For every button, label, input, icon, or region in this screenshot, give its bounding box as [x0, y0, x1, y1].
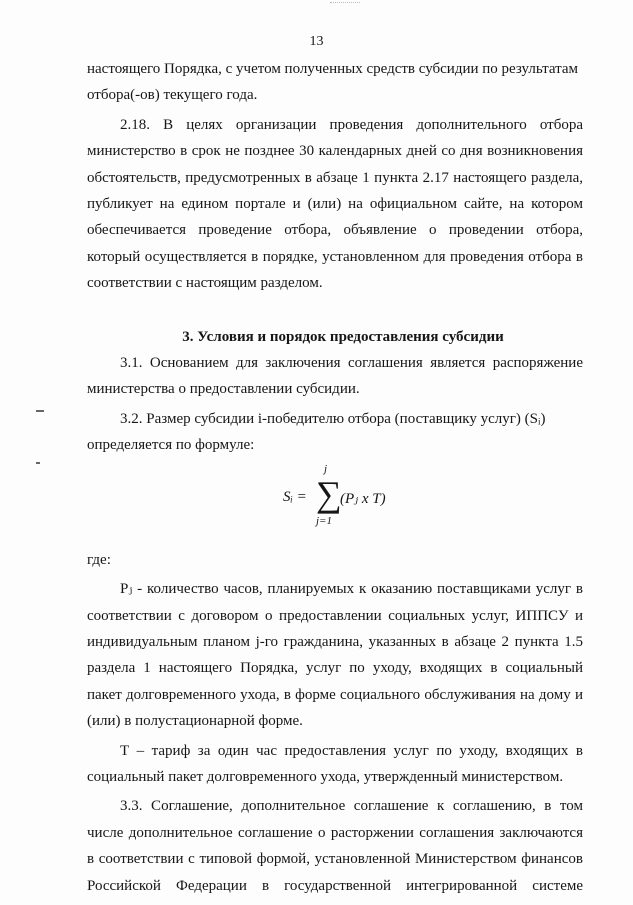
- margin-mark: [36, 410, 44, 412]
- definition-t: Т – тариф за один час предоставления услуг по уходу, входящих в социальный пакет долговременного ухода, утвержденный министерством.: [87, 742, 583, 785]
- sigma-symbol: ∑: [316, 473, 342, 514]
- page-number: 13: [309, 34, 324, 49]
- paragraph-continuation-line: настоящего Порядка, с учетом полученных средств субсидии по результатам: [87, 61, 578, 77]
- paragraph-3-1: 3.1. Основанием для заключения соглашения является распоряжение министерства о предоставлении субсидии.: [87, 355, 583, 398]
- formula-upper-limit: j: [324, 462, 328, 475]
- paragraph-3-2-line-2: определяется по формуле:: [87, 437, 255, 454]
- scan-specks: [330, 2, 360, 7]
- formula-lower-limit: j=1: [316, 514, 332, 527]
- paragraph-3-2-line-1: 3.2. Размер субсидии i-победителю отбора (поставщику услуг) (Sᵢ): [120, 410, 546, 427]
- paragraph-continuation-line: отбора(-ов) текущего года.: [87, 87, 258, 104]
- formula-block: [87, 459, 583, 535]
- paragraph-2-18: 2.18. В целях организации проведения дополнительного отбора министерство в срок не позднее 30 календарных дней со дня возникновения обстоятельств, предусмотренных в абзаце 1 пункта 2.17 настоящего раздела, публикует на едином портале и (или) на официальном сайте, на котором обеспечивается проведение отбора, объявление о проведении отбора, который осуществляется в порядке, установленном для проведения отбора в соответствии с настоящим разделом.: [87, 116, 583, 292]
- document-body: [87, 56, 583, 899]
- subsidy-formula: [283, 463, 423, 535]
- definition-pj: Pⱼ - количество часов, планируемых к оказанию поставщиками услуг в соответствии с договором о предоставлении социальных услуг, ИППСУ и индивидуальным планом j-го гражданина, указанных в абзаце 2 пункта 1.5 раздела 1 настоящего Порядка, услуг по уходу, входящих в социальный пакет долговременного ухода, в форме социального обслуживания на дому и (или) в полустационарной форме.: [87, 581, 583, 730]
- formula-lhs: Sᵢ =: [283, 488, 307, 505]
- formula-rhs: (Pⱼ x T): [340, 490, 386, 507]
- where-label: где:: [87, 551, 111, 568]
- margin-mark: [36, 462, 40, 464]
- paragraph-3-3: 3.3. Соглашение, дополнительное соглашение к соглашению, в том числе дополнительное соглашение о расторжении соглашения заключаются в соответствии с типовой формой, установленной Министерством финансов Российской Федерации в государственной интегрированной системе: [87, 798, 583, 894]
- section-heading: 3. Условия и порядок предоставления субсидии: [182, 328, 504, 345]
